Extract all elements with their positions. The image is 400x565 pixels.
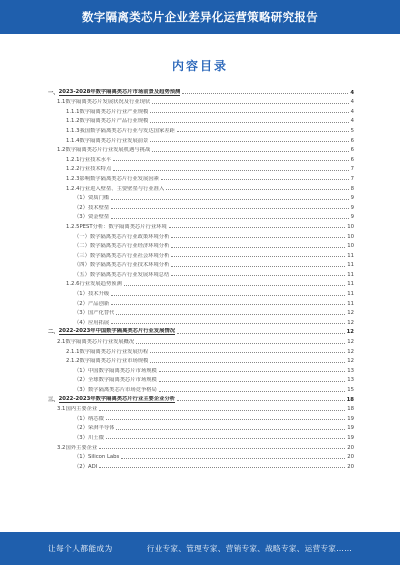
- toc-entry-text: Silicon Labs: [87, 454, 120, 461]
- toc-entry[interactable]: [48, 422, 354, 432]
- toc-entry-page: 9: [350, 214, 354, 221]
- toc-entry-number: （五）: [74, 271, 90, 278]
- toc-leader-dots: [150, 122, 348, 123]
- toc-entry-page: 19: [347, 425, 354, 432]
- toc-entry-text: 数字隔离类芯片行业发展机遇与挑战: [65, 147, 151, 154]
- toc-entry-number: （3）: [74, 310, 88, 317]
- toc-leader-dots: [99, 448, 345, 449]
- toc-entry-page: 7: [350, 166, 354, 173]
- table-of-contents: [48, 86, 354, 470]
- toc-entry[interactable]: [48, 403, 354, 413]
- toc-entry-page: 11: [347, 271, 354, 278]
- toc-entry[interactable]: [48, 240, 354, 250]
- toc-entry-text: 纳芯微: [87, 415, 104, 422]
- toc-leader-dots: [106, 438, 345, 439]
- toc-entry-text: 2023-2028年数字隔离类芯片市场前景及趋势预测: [58, 88, 181, 95]
- toc-entry-number: （三）: [74, 252, 90, 259]
- toc-entry[interactable]: [48, 201, 354, 211]
- toc-entry-text: 数字隔离类芯片行业政策环境分析: [89, 233, 170, 240]
- toc-entry-number: 一、: [48, 89, 59, 96]
- toc-entry-page: 12: [347, 358, 354, 365]
- toc-entry-text: 数字隔离类芯片行业发展历程: [79, 348, 149, 355]
- toc-entry-text: 全球数字隔离类芯片市场规模: [87, 377, 157, 384]
- toc-leader-dots: [159, 371, 345, 372]
- toc-entry[interactable]: [48, 297, 354, 307]
- toc-entry-page: 6: [350, 137, 354, 144]
- toc-entry-text: 行业发展趋势预测: [79, 281, 122, 288]
- toc-entry[interactable]: [48, 153, 354, 163]
- toc-entry-text: 资金壁垒: [87, 214, 110, 221]
- toc-entry[interactable]: [48, 105, 354, 115]
- toc-entry-text: 影响数字隔离类芯片行业发展因素: [79, 175, 159, 182]
- toc-leader-dots: [113, 160, 348, 161]
- toc-entry-text: 我国数字隔离类芯片行业与发达国家差距: [79, 127, 175, 134]
- toc-entry-text: 数字隔离类芯片行业发展环境总结: [89, 271, 170, 278]
- toc-leader-dots: [111, 218, 348, 219]
- toc-entry-number: 二、: [48, 329, 59, 336]
- toc-entry-text: PEST分析：数字隔离类芯片行业环境: [79, 223, 167, 230]
- toc-title: 内容目录: [171, 59, 228, 73]
- toc-entry-page: 10: [347, 243, 354, 250]
- toc-leader-dots: [177, 400, 345, 401]
- toc-entry[interactable]: [48, 124, 354, 134]
- toc-entry-page: 12: [347, 339, 354, 346]
- toc-entry-number: 1.2.5: [66, 223, 80, 230]
- toc-entry-number: 1.1.1: [66, 108, 80, 115]
- report-title: 数字隔离类芯片企业差异化运营策略研究报告: [82, 10, 318, 24]
- toc-entry-number: 1.2: [57, 147, 66, 154]
- toc-entry-number: （3）: [74, 387, 88, 393]
- toc-entry-text: 中国数字隔离类芯片市场规模: [87, 367, 157, 374]
- toc-entry-page: 20: [347, 444, 354, 451]
- toc-entry-text: 资质门槛: [87, 195, 110, 202]
- toc-entry-number: 2.1: [57, 339, 66, 346]
- toc-entry-page: 4: [350, 118, 354, 125]
- toc-entry-number: 1.2.2: [66, 166, 80, 173]
- toc-entry[interactable]: [48, 134, 354, 144]
- toc-entry-text: 荣湃半导体: [87, 425, 115, 432]
- toc-entry-number: 1.1.4: [66, 137, 80, 144]
- toc-entry[interactable]: [48, 383, 354, 393]
- toc-entry-page: 15: [347, 387, 354, 393]
- toc-leader-dots: [171, 275, 345, 276]
- toc-entry-number: 2.1.1: [66, 348, 80, 355]
- toc-entry-number: 1.1.3: [66, 127, 80, 134]
- toc-leader-dots: [136, 343, 345, 344]
- footer-slogan: 让每个人都能成为: [48, 544, 113, 553]
- toc-entry-page: 12: [347, 319, 354, 326]
- toc-entry[interactable]: [48, 316, 354, 326]
- toc-entry[interactable]: [48, 441, 354, 451]
- toc-entry-text: 数字隔离类芯片行业发展前景: [79, 137, 149, 144]
- report-footer: [0, 532, 400, 565]
- toc-entry[interactable]: [48, 374, 354, 384]
- toc-entry-text: 数字隔离类芯片行业经济环境分析: [89, 243, 170, 250]
- toc-entry-page: 6: [350, 156, 354, 163]
- toc-entry-text: 川土微: [87, 434, 104, 441]
- toc-entry-page: 9: [350, 195, 354, 202]
- toc-entry[interactable]: [48, 335, 354, 345]
- toc-entry-number: 1.2.1: [66, 156, 80, 163]
- toc-entry-page: 11: [347, 252, 354, 259]
- toc-entry-page: 9: [350, 204, 354, 211]
- toc-entry-page: 10: [347, 233, 354, 240]
- toc-entry-number: 三、: [48, 396, 59, 403]
- toc-entry-text: 技术壁垒: [87, 204, 110, 211]
- toc-leader-dots: [106, 419, 345, 420]
- toc-leader-dots: [171, 266, 345, 267]
- toc-entry[interactable]: [48, 86, 354, 96]
- toc-leader-dots: [111, 323, 345, 324]
- toc-entry-page: 13: [347, 377, 354, 384]
- toc-leader-dots: [116, 314, 345, 315]
- toc-entry-text: 数字隔离类芯片行业技术环境分析: [89, 262, 170, 269]
- toc-entry-text: 数字隔离类芯片行业产业规模: [79, 108, 149, 115]
- toc-entry-number: （3）: [74, 434, 88, 441]
- toc-entry-text: 技术升级: [87, 291, 110, 298]
- toc-entry-page: 11: [347, 262, 354, 269]
- toc-leader-dots: [150, 362, 345, 363]
- toc-entry-number: （2）: [74, 204, 88, 211]
- toc-entry-text: 应用拓展: [87, 319, 110, 326]
- toc-entry-number: （1）: [74, 291, 88, 298]
- toc-leader-dots: [166, 189, 348, 190]
- toc-entry-page: 12: [347, 310, 354, 317]
- toc-entry-page: 18: [346, 396, 354, 403]
- toc-leader-dots: [171, 247, 345, 248]
- toc-entry-page: 4: [350, 108, 354, 115]
- toc-entry-page: 5: [350, 127, 354, 134]
- toc-leader-dots: [99, 467, 345, 468]
- toc-entry[interactable]: [48, 182, 354, 192]
- toc-entry-number: （二）: [74, 243, 90, 250]
- toc-entry-page: 20: [347, 463, 354, 470]
- toc-entry-text: 2022-2023年中国数字隔离类芯片行业发展情况: [58, 328, 176, 335]
- toc-leader-dots: [150, 112, 348, 113]
- toc-entry-text: 行业技术特点: [79, 166, 112, 173]
- toc-entry-text: 国外主要企业: [65, 444, 98, 451]
- toc-entry-text: 国内主要企业: [65, 406, 98, 413]
- toc-entry[interactable]: [48, 96, 354, 106]
- toc-leader-dots: [124, 285, 345, 286]
- toc-leader-dots: [159, 391, 345, 392]
- toc-entry-number: 1.2.6: [66, 281, 80, 288]
- toc-leader-dots: [111, 208, 348, 209]
- toc-entry-number: 1.1.2: [66, 118, 80, 125]
- toc-leader-dots: [152, 103, 348, 104]
- toc-entry[interactable]: [48, 412, 354, 422]
- toc-entry[interactable]: [48, 307, 354, 317]
- toc-entry-text: 产品创新: [87, 300, 110, 307]
- toc-leader-dots: [161, 179, 349, 180]
- toc-leader-dots: [99, 410, 345, 411]
- toc-entry-number: （2）: [74, 425, 88, 432]
- toc-entry[interactable]: [48, 278, 354, 288]
- toc-entry-page: 11: [347, 281, 354, 288]
- toc-entry-page: 13: [347, 367, 354, 374]
- toc-leader-dots: [113, 170, 348, 171]
- toc-leader-dots: [177, 131, 349, 132]
- toc-entry-number: 1.2.3: [66, 175, 80, 182]
- toc-entry-number: （3）: [74, 214, 88, 221]
- toc-entry-text: 数字隔离类芯片产品行业规模: [79, 118, 149, 125]
- toc-entry-text: 数字隔离类芯片发展状况及行业现状: [65, 99, 151, 106]
- toc-entry-number: 3.1: [57, 406, 66, 413]
- toc-entry[interactable]: [48, 287, 354, 297]
- toc-entry[interactable]: [48, 220, 354, 230]
- toc-leader-dots: [182, 93, 348, 94]
- toc-entry[interactable]: [48, 144, 354, 154]
- toc-entry[interactable]: [48, 345, 354, 355]
- toc-entry-number: （1）: [74, 367, 88, 374]
- toc-entry-number: （四）: [74, 262, 90, 269]
- toc-leader-dots: [121, 458, 345, 459]
- toc-entry-text: 数字隔离类芯片市场竞争格局: [87, 387, 157, 393]
- toc-leader-dots: [150, 352, 345, 353]
- toc-entry-page: 12: [346, 329, 354, 336]
- toc-entry-number: （2）: [74, 300, 88, 307]
- toc-entry-number: 2.1.2: [66, 358, 80, 365]
- toc-entry[interactable]: [48, 115, 354, 125]
- toc-entry[interactable]: [48, 268, 354, 278]
- toc-leader-dots: [152, 151, 348, 152]
- toc-entry-text: 数字隔离类芯片行业市场规模: [79, 358, 149, 365]
- toc-entry-number: （1）: [74, 454, 88, 461]
- toc-entry[interactable]: [48, 393, 354, 403]
- toc-entry-text: 行业技术水平: [79, 156, 112, 163]
- toc-entry-number: 3.2: [57, 444, 66, 451]
- toc-entry-page: 11: [347, 300, 354, 307]
- toc-leader-dots: [171, 256, 345, 257]
- toc-entry-number: （1）: [74, 415, 88, 422]
- toc-leader-dots: [150, 141, 348, 142]
- footer-tagline: 行业专家、管理专家、营销专家、战略专家、运营专家……: [146, 544, 352, 553]
- toc-entry-page: 10: [347, 223, 354, 230]
- toc-leader-dots: [111, 199, 348, 200]
- toc-entry-page: 4: [350, 89, 354, 96]
- toc-entry-number: （一）: [74, 233, 90, 240]
- toc-leader-dots: [111, 304, 345, 305]
- toc-entry-text: 2022-2023年数字隔离类芯片行业主要企业分析: [58, 395, 176, 402]
- toc-leader-dots: [111, 295, 345, 296]
- toc-entry-text: 行业进入壁垒、主要壁垒与行业准入: [79, 185, 165, 192]
- toc-leader-dots: [116, 429, 345, 430]
- toc-entry[interactable]: [48, 431, 354, 441]
- toc-entry-number: （4）: [74, 319, 88, 326]
- toc-entry[interactable]: [48, 326, 354, 336]
- toc-entry-page: 11: [347, 291, 354, 298]
- toc-entry-page: 20: [347, 454, 354, 461]
- toc-entry[interactable]: [48, 230, 354, 240]
- toc-entry[interactable]: [48, 192, 354, 202]
- toc-entry-page: 7: [350, 175, 354, 182]
- toc-entry[interactable]: [48, 172, 354, 182]
- toc-entry-page: 8: [350, 185, 354, 192]
- toc-leader-dots: [177, 333, 345, 334]
- toc-entry[interactable]: [48, 460, 354, 470]
- toc-entry[interactable]: [48, 163, 354, 173]
- toc-entry-page: 4: [350, 99, 354, 106]
- toc-leader-dots: [159, 381, 345, 382]
- toc-leader-dots: [171, 237, 345, 238]
- toc-entry-number: （1）: [74, 195, 88, 202]
- toc-entry-page: 18: [347, 406, 354, 413]
- toc-entry-number: （2）: [74, 463, 88, 470]
- toc-entry-number: （2）: [74, 377, 88, 384]
- toc-entry-text: 国产化替代: [87, 310, 115, 317]
- toc-entry-text: 数字隔离类芯片行业发展概况: [65, 339, 135, 346]
- toc-entry[interactable]: [48, 451, 354, 461]
- toc-leader-dots: [169, 227, 345, 228]
- toc-entry-text: 数字隔离类芯片行业社会环境分析: [89, 252, 170, 259]
- toc-entry-page: 19: [347, 434, 354, 441]
- toc-entry[interactable]: [48, 249, 354, 259]
- toc-entry-page: 6: [350, 147, 354, 154]
- toc-entry-number: 1.2.4: [66, 185, 80, 192]
- toc-entry[interactable]: [48, 259, 354, 269]
- toc-entry-page: 19: [347, 415, 354, 422]
- toc-entry[interactable]: [48, 355, 354, 365]
- toc-entry[interactable]: [48, 211, 354, 221]
- report-header: [0, 0, 400, 34]
- toc-entry-number: 1.1: [57, 99, 66, 106]
- toc-entry-text: ADI: [87, 463, 98, 470]
- toc-entry[interactable]: [48, 364, 354, 374]
- toc-entry-page: 12: [347, 348, 354, 355]
